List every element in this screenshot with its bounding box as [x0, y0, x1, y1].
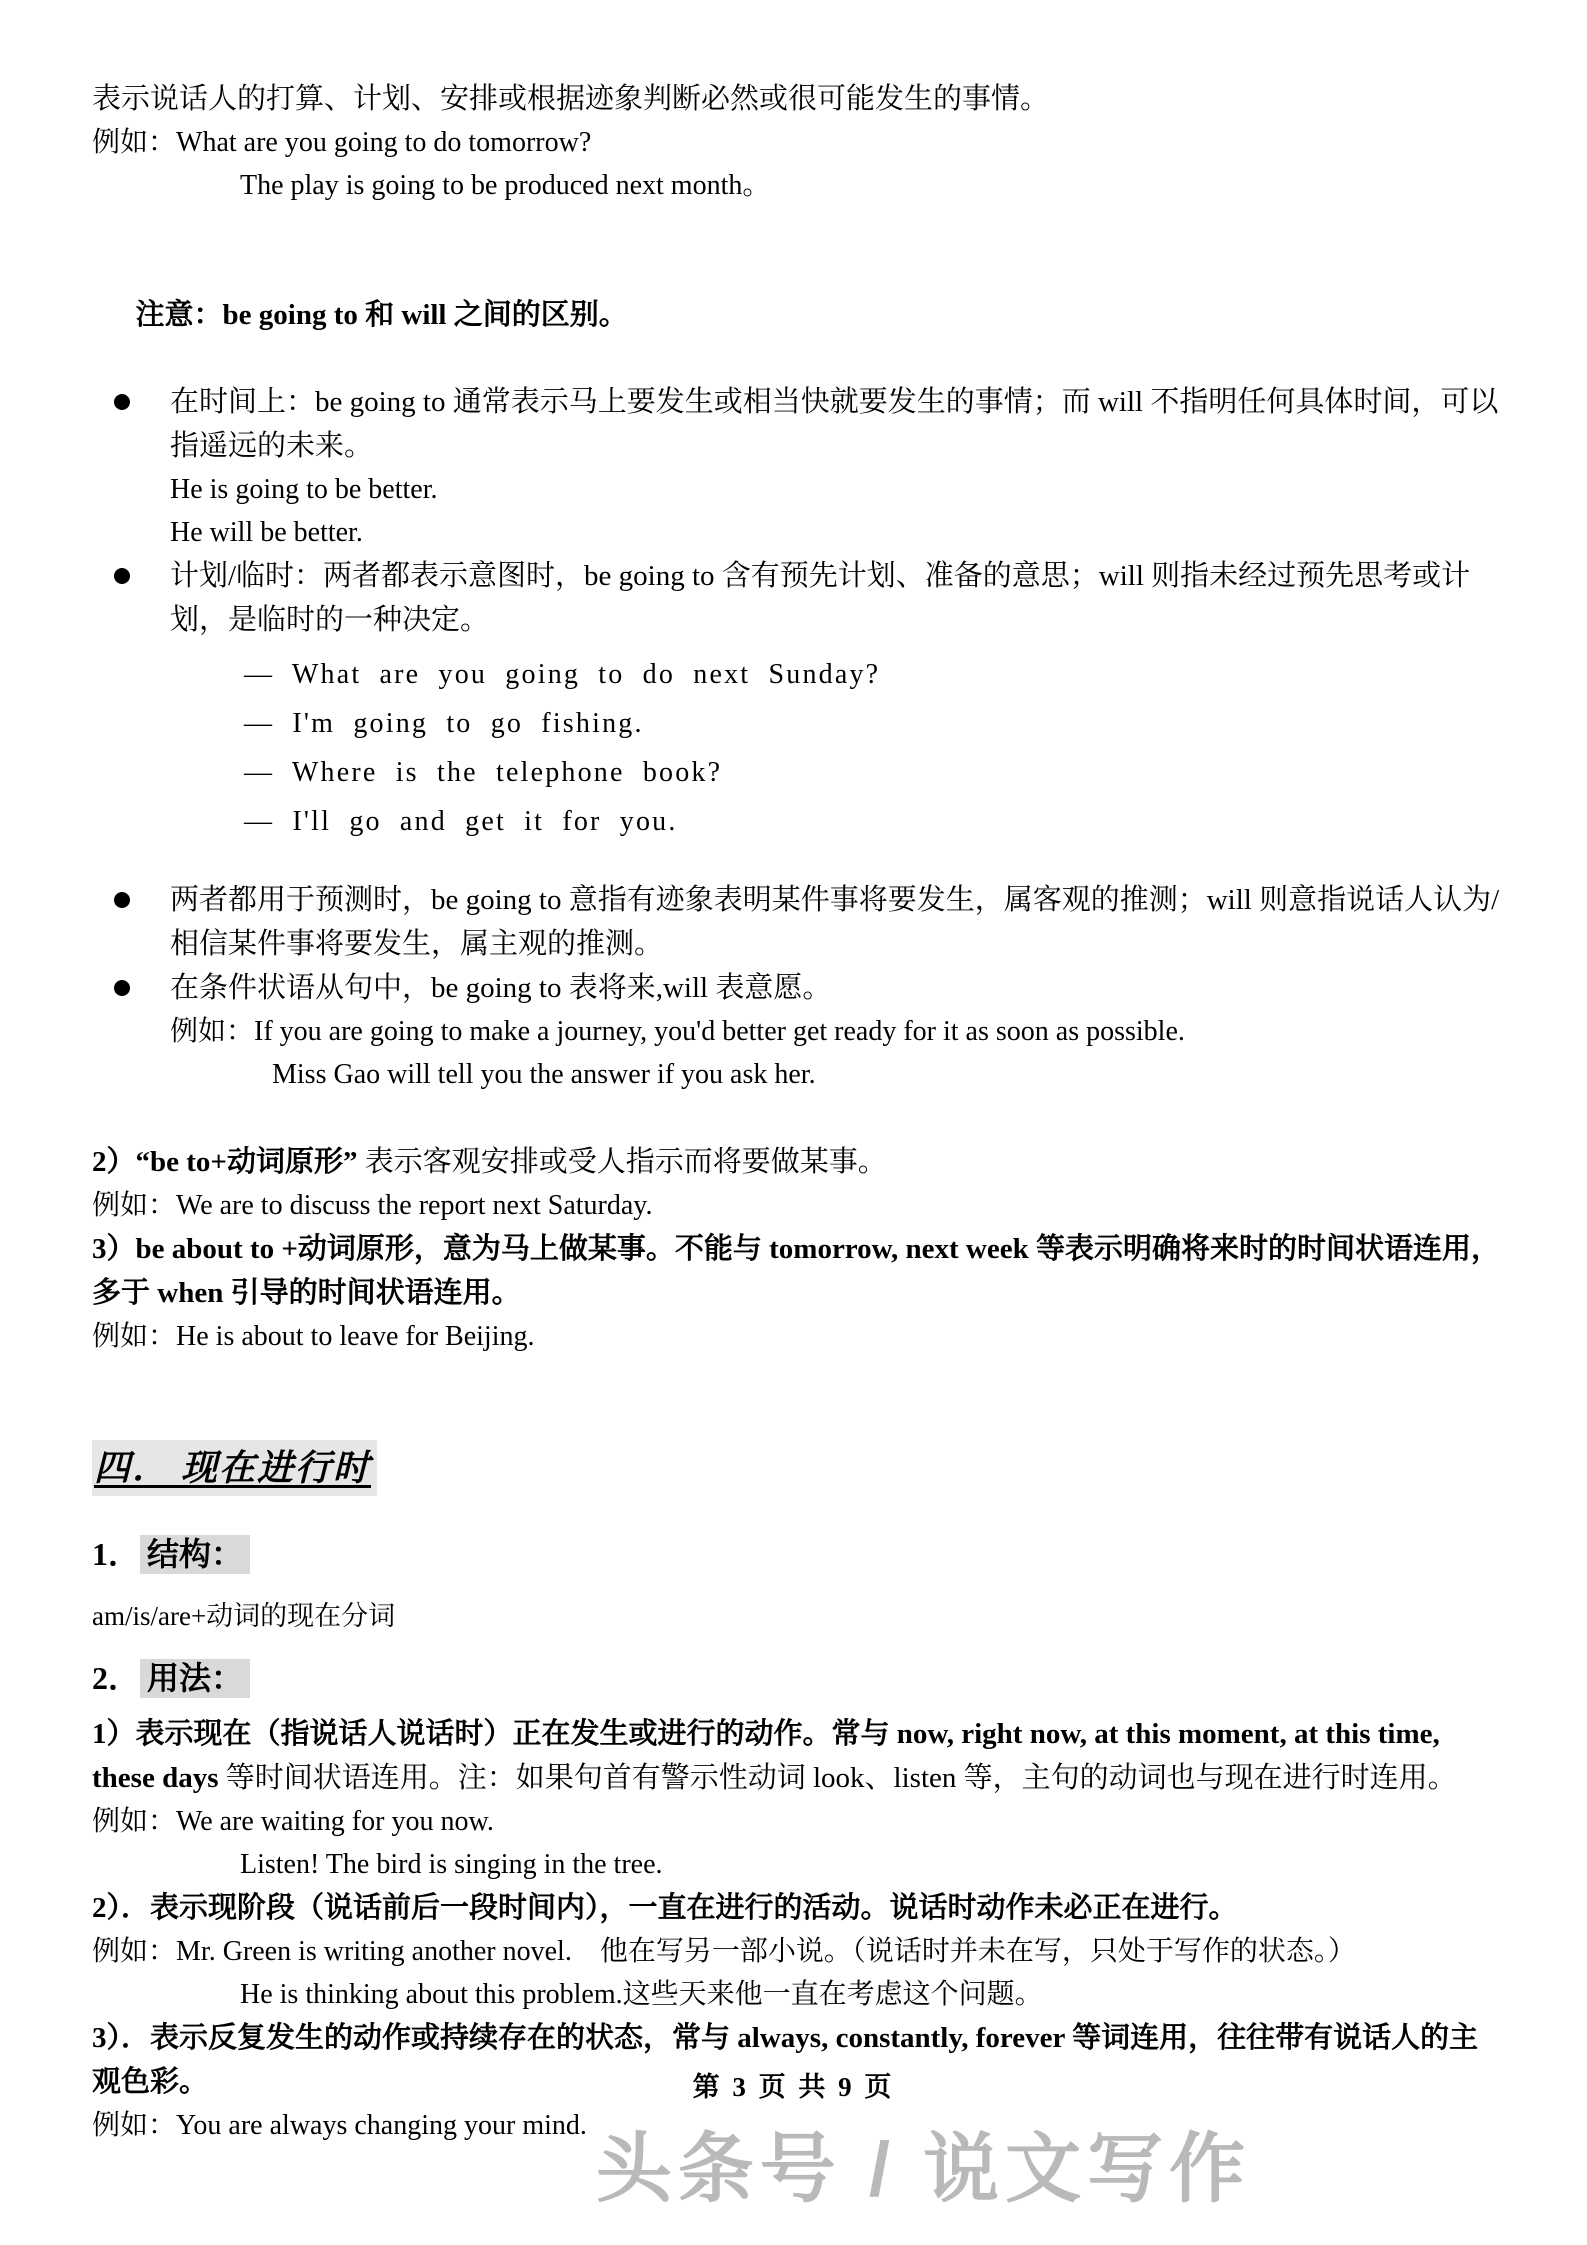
- example-text: If you are going to make a journey, you'd better get ready for it as soon as possible.: [254, 1016, 1185, 1047]
- item-text: 表示客观安排或受人指示而将要做某事。: [357, 1146, 887, 1178]
- example-label: 例如：: [92, 2110, 177, 2141]
- usage-number: 1）: [92, 1718, 136, 1750]
- section-heading-4: 四． 现在进行时: [92, 1440, 377, 1496]
- usage-1-example-2: Listen! The bird is singing in the tree.: [240, 1849, 663, 1880]
- bullet-text: 计划/临时：两者都表示意图时，be going to 含有预先计划、准备的意思；will 则指未经过预先思考或计划，是临时的一种决定。: [170, 560, 1471, 636]
- usage-text: 表示现阶段（说话前后一段时间内），一直在进行的活动。说话时动作未必正在进行。: [150, 1892, 1238, 1924]
- section-heading-wrap: [92, 1440, 1504, 1496]
- item-text-1: +动词原形，意为马上做某事。不能与: [274, 1233, 770, 1265]
- item-3-example: [92, 1315, 1504, 1358]
- example-text: You are always changing your mind.: [176, 2110, 587, 2141]
- spacer: [92, 207, 1504, 251]
- example-text: He is about to leave for Beijing.: [176, 1321, 535, 1352]
- item-number: 2）: [92, 1146, 136, 1178]
- example-label: 例如：: [92, 1321, 177, 1352]
- dialog-line: — I'm going to go fishing.: [244, 708, 644, 739]
- subsection-2-usage: [92, 1652, 1504, 1704]
- subsection-label: 结构：: [140, 1535, 250, 1574]
- usage-1-example-1: [92, 1800, 1504, 1843]
- usage-number: 3）．: [92, 2022, 151, 2054]
- item-text-2: 等表示明确将来时的时间状语连用，多于: [92, 1233, 1500, 1309]
- subsection-number: 1．: [92, 1536, 141, 1572]
- usage-text-2: 等时间状语连用。注：如果句首有警示性动词 look、listen 等，主句的动词也与现在进行时连用。: [218, 1762, 1457, 1794]
- bullet-text: 在条件状语从句中，be going to 表将来,will 表意愿。: [170, 972, 832, 1004]
- bullet-4-example-2: Miss Gao will tell you the answer if you ask her.: [272, 1059, 816, 1090]
- spacer: [92, 642, 1504, 650]
- example-text: We are to discuss the report next Saturday.: [176, 1190, 653, 1221]
- spacer: [92, 1580, 1504, 1594]
- spacer: [92, 1496, 1504, 1528]
- spacer: [92, 1638, 1504, 1652]
- intro-example-1: [92, 121, 1504, 164]
- numbered-item-2: [92, 1140, 1504, 1184]
- item-2-example: [92, 1184, 1504, 1227]
- note-heading-suffix: 之间的区别。: [446, 299, 628, 331]
- bullet-1-example-2: He will be better.: [170, 517, 363, 548]
- spacer: [92, 1096, 1504, 1140]
- document-body: [92, 78, 1504, 2147]
- usage-2-example-1: [92, 1930, 1504, 1973]
- note-heading-connector: 和: [357, 299, 402, 331]
- example-label: 例如：: [92, 1936, 177, 1967]
- item-term-3: when: [157, 1277, 224, 1309]
- numbered-item-3: [92, 1227, 1504, 1315]
- page-footer: 第 3 页 共 9 页: [692, 2072, 895, 2102]
- example-text: Mr. Green is writing another novel. 他在写另一部小说。（说话时并未在写，只处于写作的状态。）: [176, 1936, 1356, 1967]
- subsection-label: 用法：: [140, 1659, 250, 1698]
- spacer: [92, 1414, 1504, 1440]
- usage-number: 2）．: [92, 1892, 151, 1924]
- example-label: 例如：: [92, 1190, 177, 1221]
- spacer: [92, 846, 1504, 878]
- bullet-item: [92, 878, 1504, 966]
- bullet-item: [92, 966, 1504, 1010]
- bullet-text: 两者都用于预测时，be going to 意指有迹象表明某件事将要发生，属客观的推测；will 则意指说话人认为/相信某件事将要发生，属主观的推测。: [170, 884, 1500, 960]
- spacer: [92, 1704, 1504, 1712]
- usage-terms: always, constantly, forever: [737, 2022, 1065, 2054]
- dialog-line: — I'll go and get it for you.: [244, 806, 678, 837]
- bullet-dot-icon: [114, 892, 130, 908]
- dialog-line: — What are you going to do next Sunday?: [244, 659, 881, 690]
- bullet-dot-icon: [114, 568, 130, 584]
- bullet-text: 在时间上：be going to 通常表示马上要发生或相当快就要发生的事情；而 will 不指明任何具体时间，可以指遥远的未来。: [170, 386, 1499, 462]
- intro-paragraph: 表示说话人的打算、计划、安排或根据迹象判断必然或很可能发生的事情。: [92, 83, 1050, 115]
- intro-example-2: [92, 164, 1504, 207]
- note-heading-prefix: 注意：: [135, 299, 223, 331]
- bullet-dot-icon: [114, 394, 130, 410]
- bullet-4-example-1: [92, 1010, 1504, 1053]
- item-text-3: 引导的时间状语连用。: [223, 1277, 521, 1309]
- bullet-item: [92, 380, 1504, 468]
- watermark: [0, 2108, 1587, 2217]
- note-heading: [92, 251, 1504, 380]
- subsection-1-structure: [92, 1528, 1504, 1580]
- item-term-1: be about to: [135, 1233, 275, 1265]
- bullet-dot-icon: [114, 980, 130, 996]
- usage-item-2: [92, 1886, 1504, 1930]
- item-term-2: tomorrow, next week: [769, 1233, 1029, 1265]
- bullet-item: [92, 554, 1504, 642]
- usage-terms: now, right now, at this moment, at this time, these days: [92, 1718, 1440, 1794]
- usage-text-2: 等词连用，往往带有说话人的主观色彩。: [92, 2022, 1479, 2098]
- usage-item-1: [92, 1712, 1504, 1800]
- item-term: “be to+动词原形”: [135, 1146, 358, 1178]
- structure-formula: am/is/are+动词的现在分词: [92, 1601, 396, 1631]
- example-text: The play is going to be produced next month。: [240, 170, 771, 201]
- example-label: 例如：: [92, 1806, 177, 1837]
- watermark-text: 头条号 / 说文写作: [595, 2127, 1252, 2212]
- note-heading-term-1: be going to: [222, 299, 358, 331]
- usage-text-1: 表示现在（指说话人说话时）正在发生或进行的动作。常与: [135, 1718, 897, 1750]
- example-text: What are you going to do tomorrow?: [176, 127, 592, 158]
- bullet-1-example-1: He is going to be better.: [170, 474, 438, 505]
- example-label: 例如：: [170, 1016, 255, 1047]
- usage-text-1: 表示反复发生的动作或持续存在的状态，常与: [150, 2022, 738, 2054]
- example-label: 例如：: [92, 127, 177, 158]
- note-heading-term-2: will: [401, 299, 447, 331]
- subsection-number: 2．: [92, 1660, 141, 1696]
- item-number: 3）: [92, 1233, 136, 1265]
- dialog-line: — Where is the telephone book?: [244, 757, 723, 788]
- spacer: [92, 1358, 1504, 1414]
- example-text: We are waiting for you now.: [176, 1806, 494, 1837]
- usage-2-example-2: He is thinking about this problem.这些天来他一直在考虑这个问题。: [240, 1979, 1043, 2010]
